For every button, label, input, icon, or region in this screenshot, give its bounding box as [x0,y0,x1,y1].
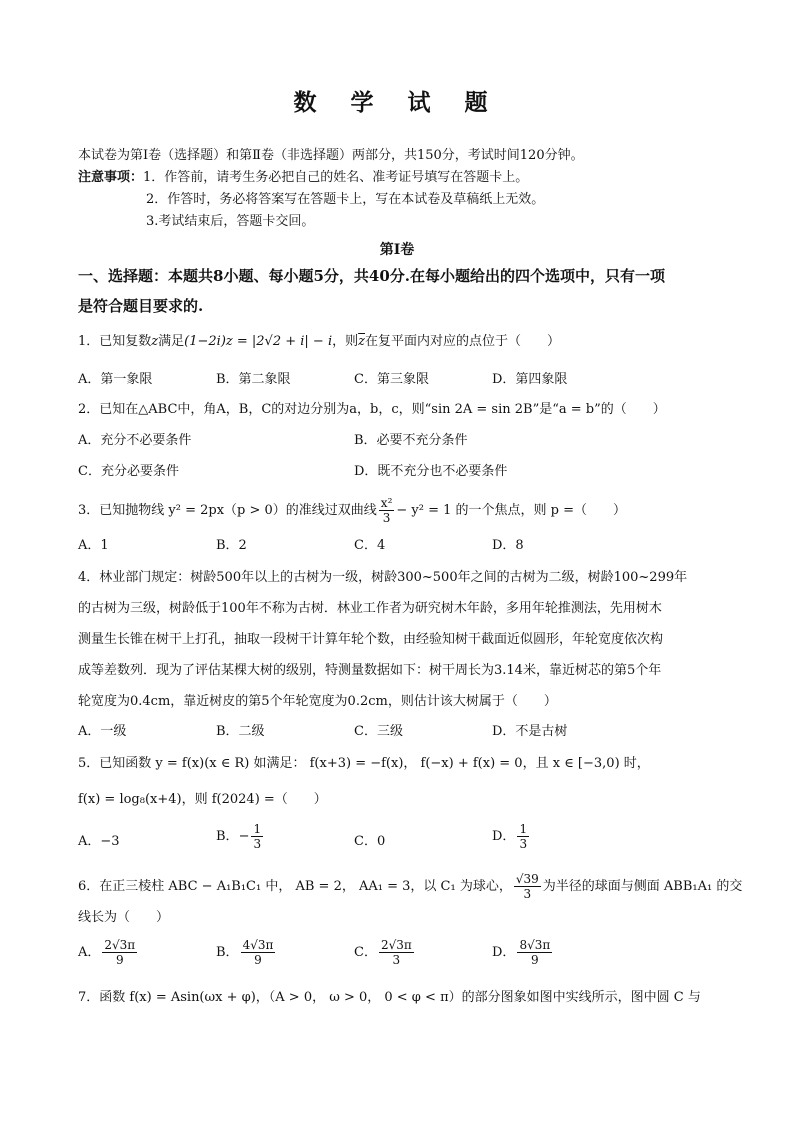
q3-option-b[interactable]: B．2 [216,538,247,553]
page-title: 数 学 试 题 [293,89,501,116]
q6-option-d[interactable]: D． $\frac{8√3\pi}{9}$ [492,938,551,967]
question-4-line: 4．林业部门规定：树龄500年以上的古树为一级，树龄300~500年之间的古树为二级，树龄100~299年 [78,570,688,585]
q2-option-c[interactable]: C．充分必要条件 [78,464,179,479]
q2-option-a[interactable]: A．充分不必要条件 [78,433,192,448]
part1-heading: 一、选择题：本题共8小题、每小题5分，共40分.在每小题给出的四个选项中，只有一项 [78,267,665,285]
question-2: 2．已知在△ABC中，角A，B，C的对边分别为a，b，c，则“sin 2A = sin 2B”是“a = b”的（ ） [78,402,666,417]
notice-line-1 [78,168,528,188]
q2-option-b[interactable]: B．必要不充分条件 [354,433,468,448]
q5-option-d[interactable]: D． $\frac{1}{3}$ [492,822,528,851]
question-4-line: 的古树为三级，树龄低于100年不称为古树．林业工作者为研究树木年龄，多用年轮推测法，先用树木 [78,601,662,616]
question-7: 7．函数 f(x) = Asin(ωx + φ)，（A > 0， ω > 0， 0 < φ < π）的部分图象如图中实线所示，图中圆 C 与 [78,990,701,1005]
question-4-line: 轮宽度为0.4cm，靠近树皮的第5个年轮宽度为0.2cm，则估计该大树属于（ ） [78,694,557,709]
q6-radius-fraction: $\frac{√39}{3}$ [515,872,539,901]
q3-fraction: $\frac{\text{x²}}{3}$ [380,496,393,525]
q4-option-a[interactable]: A．一级 [78,724,127,739]
q1-formula: (1−2i)z = |2√2 + i| − i [184,334,333,349]
q1-option-d[interactable]: D．第四象限 [492,372,568,387]
question-6-cont: 线长为（ ） [78,910,170,925]
q3-option-c[interactable]: C．4 [354,538,386,553]
question-5-line: f(x) = log₈(x+4)，则 f(2024) =（ ） [78,792,327,807]
q6-option-c[interactable]: C． $\frac{2√3\pi}{3}$ [354,938,412,967]
question-6: 6．在正三棱柱 ABC − A₁B₁C₁ 中， AB = 2， AA₁ = 3，以 C₁ 为球心， $\frac{√39}{3}$ 为半径的球面与侧面 ABB₁A₁ 的交 [78,872,743,901]
q1-option-c[interactable]: C．第三象限 [354,372,429,387]
q4-option-b[interactable]: B．二级 [216,724,265,739]
part1-heading-cont: 是符合题目要求的. [78,297,204,315]
q5-option-c[interactable]: C．0 [354,834,386,849]
q6-option-a[interactable]: A． $\frac{2√3\pi}{9}$ [78,938,136,967]
q6-option-b[interactable]: B． $\frac{4√3\pi}{9}$ [216,938,274,967]
q5-option-b[interactable]: B．− $\frac{1}{3}$ [216,822,262,851]
question-4-line: 成等差数列．现为了评估某棵大树的级别，特测量数据如下：树干周长为3.14米，靠近树芯的第5个年 [78,663,662,678]
notice-label: 注意事项： [78,170,144,185]
exam-intro: 本试卷为第Ⅰ卷（选择题）和第Ⅱ卷（非选择题）两部分，共150分，考试时间120分钟。 [78,148,584,163]
question-5-line: 5．已知函数 y = f(x)(x ∈ R) 如满足： f(x+3) = −f(x)， f(−x) + f(x) = 0，且 x ∈ [−3,0) 时， [78,756,650,771]
question-3: 3．已知抛物线 y² = 2px（p > 0）的准线过双曲线 $\frac{\text{x²}}{3}$ − y² = 1 的一个焦点，则 p =（ ） [78,496,626,525]
notice-item: 2．作答时，务必将答案写在答题卡上，写在本试卷及草稿纸上无效。 [146,192,545,207]
section-label: 第Ⅰ卷 [379,242,415,258]
q3-option-d[interactable]: D．8 [492,538,524,553]
question-1: 1．已知复数z满足(1−2i)z = |2√2 + i| − i，则$\overline{z}$在复平面内对应的点位于（ ） [78,334,561,349]
notice-item: 1．作答前，请考生务必把自己的姓名、准考证号填写在答题卡上。 [143,170,529,185]
notice-item: 3.考试结束后，答题卡交回。 [146,214,315,229]
q1-option-b[interactable]: B．第二象限 [216,372,291,387]
q2-option-d[interactable]: D．既不充分也不必要条件 [354,464,508,479]
q4-option-d[interactable]: D．不是古树 [492,724,568,739]
q5-option-a[interactable]: A．−3 [78,834,120,849]
q4-option-c[interactable]: C．三级 [354,724,403,739]
question-4-line: 测量生长锥在树干上打孔，抽取一段树干计算年轮个数，由经验知树干截面近似圆形，年轮宽度依次构 [78,632,664,647]
q3-option-a[interactable]: A．1 [78,538,109,553]
q1-option-a[interactable]: A．第一象限 [78,372,153,387]
